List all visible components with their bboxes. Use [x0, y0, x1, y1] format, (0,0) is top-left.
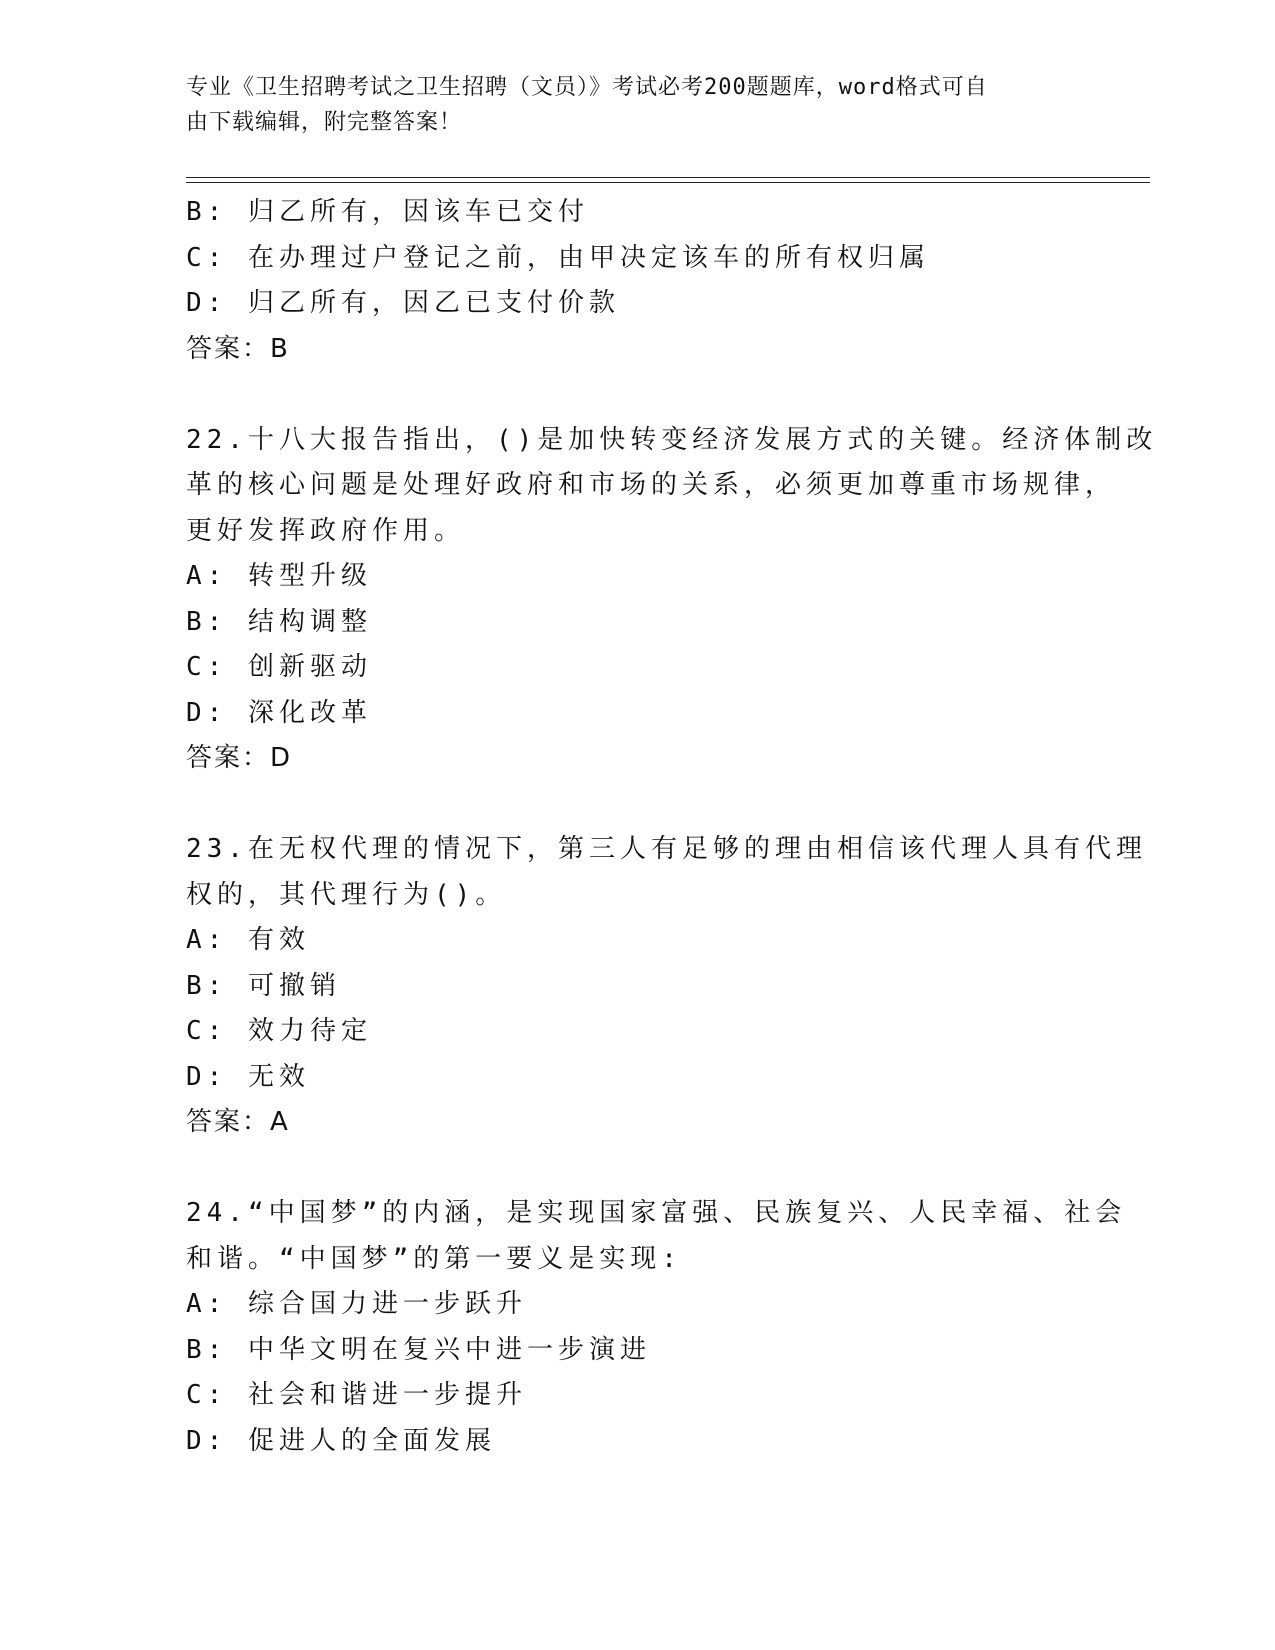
- previous-question: [186, 190, 1086, 372]
- question-23: [186, 827, 1147, 1146]
- question-24: [186, 1191, 1127, 1464]
- option-b: B: 结构调整: [186, 606, 372, 637]
- option-d: D: 促进人的全面发展: [186, 1425, 496, 1456]
- option-b: B: 中华文明在复兴中进一步演进: [186, 1334, 651, 1365]
- document-body: [186, 190, 1158, 1464]
- option-a: A: 转型升级: [186, 561, 372, 591]
- answer-line: 答案：B: [186, 333, 290, 364]
- option-c: C: 社会和谐进一步提升: [186, 1380, 527, 1410]
- answer-line: 答案：A: [186, 1107, 290, 1137]
- option-b: B: 归乙所有，因该车已交付: [186, 197, 589, 227]
- question-stem-line: 和谐。“中国梦”的第一要义是实现:: [186, 1243, 682, 1274]
- option-c: C: 效力待定: [186, 1016, 372, 1046]
- question-22: [186, 418, 1158, 782]
- answer-line: 答案：D: [186, 743, 293, 773]
- option-d: D: 无效: [186, 1061, 310, 1092]
- document-header: [186, 70, 1066, 140]
- option-a: A: 有效: [186, 925, 310, 955]
- option-c: C: 创新驱动: [186, 652, 372, 682]
- spacer: [186, 372, 1086, 418]
- question-stem-line: 革的核心问题是处理好政府和市场的关系，必须更加尊重市场规律，: [186, 470, 1117, 500]
- option-d: D: 归乙所有，因乙已支付价款: [186, 288, 620, 318]
- question-stem-line: 24.“中国梦”的内涵，是实现国家富强、民族复兴、人民幸福、社会: [186, 1198, 1127, 1228]
- question-stem-line: 22.十八大报告指出，()是加快转变经济发展方式的关键。经济体制改: [186, 424, 1158, 455]
- option-d: D: 深化改革: [186, 697, 372, 728]
- header-line-1: 专业《卫生招聘考试之卫生招聘（文员）》考试必考200题题库，word格式可自: [186, 75, 988, 100]
- question-stem-line: 更好发挥政府作用。: [186, 515, 466, 546]
- header-divider-bottom: [186, 182, 1150, 183]
- spacer: [186, 1146, 1086, 1192]
- option-b: B: 可撤销: [186, 970, 341, 1001]
- question-stem-line: 23.在无权代理的情况下，第三人有足够的理由相信该代理人具有代理: [186, 834, 1147, 864]
- header-divider-top: [186, 177, 1150, 178]
- spacer: [186, 782, 1086, 828]
- question-stem-line: 权的，其代理行为()。: [186, 879, 507, 910]
- option-a: A: 综合国力进一步跃升: [186, 1289, 527, 1319]
- header-line-2: 由下载编辑，附完整答案！: [186, 110, 463, 135]
- option-c: C: 在办理过户登记之前，由甲决定该车的所有权归属: [186, 242, 930, 273]
